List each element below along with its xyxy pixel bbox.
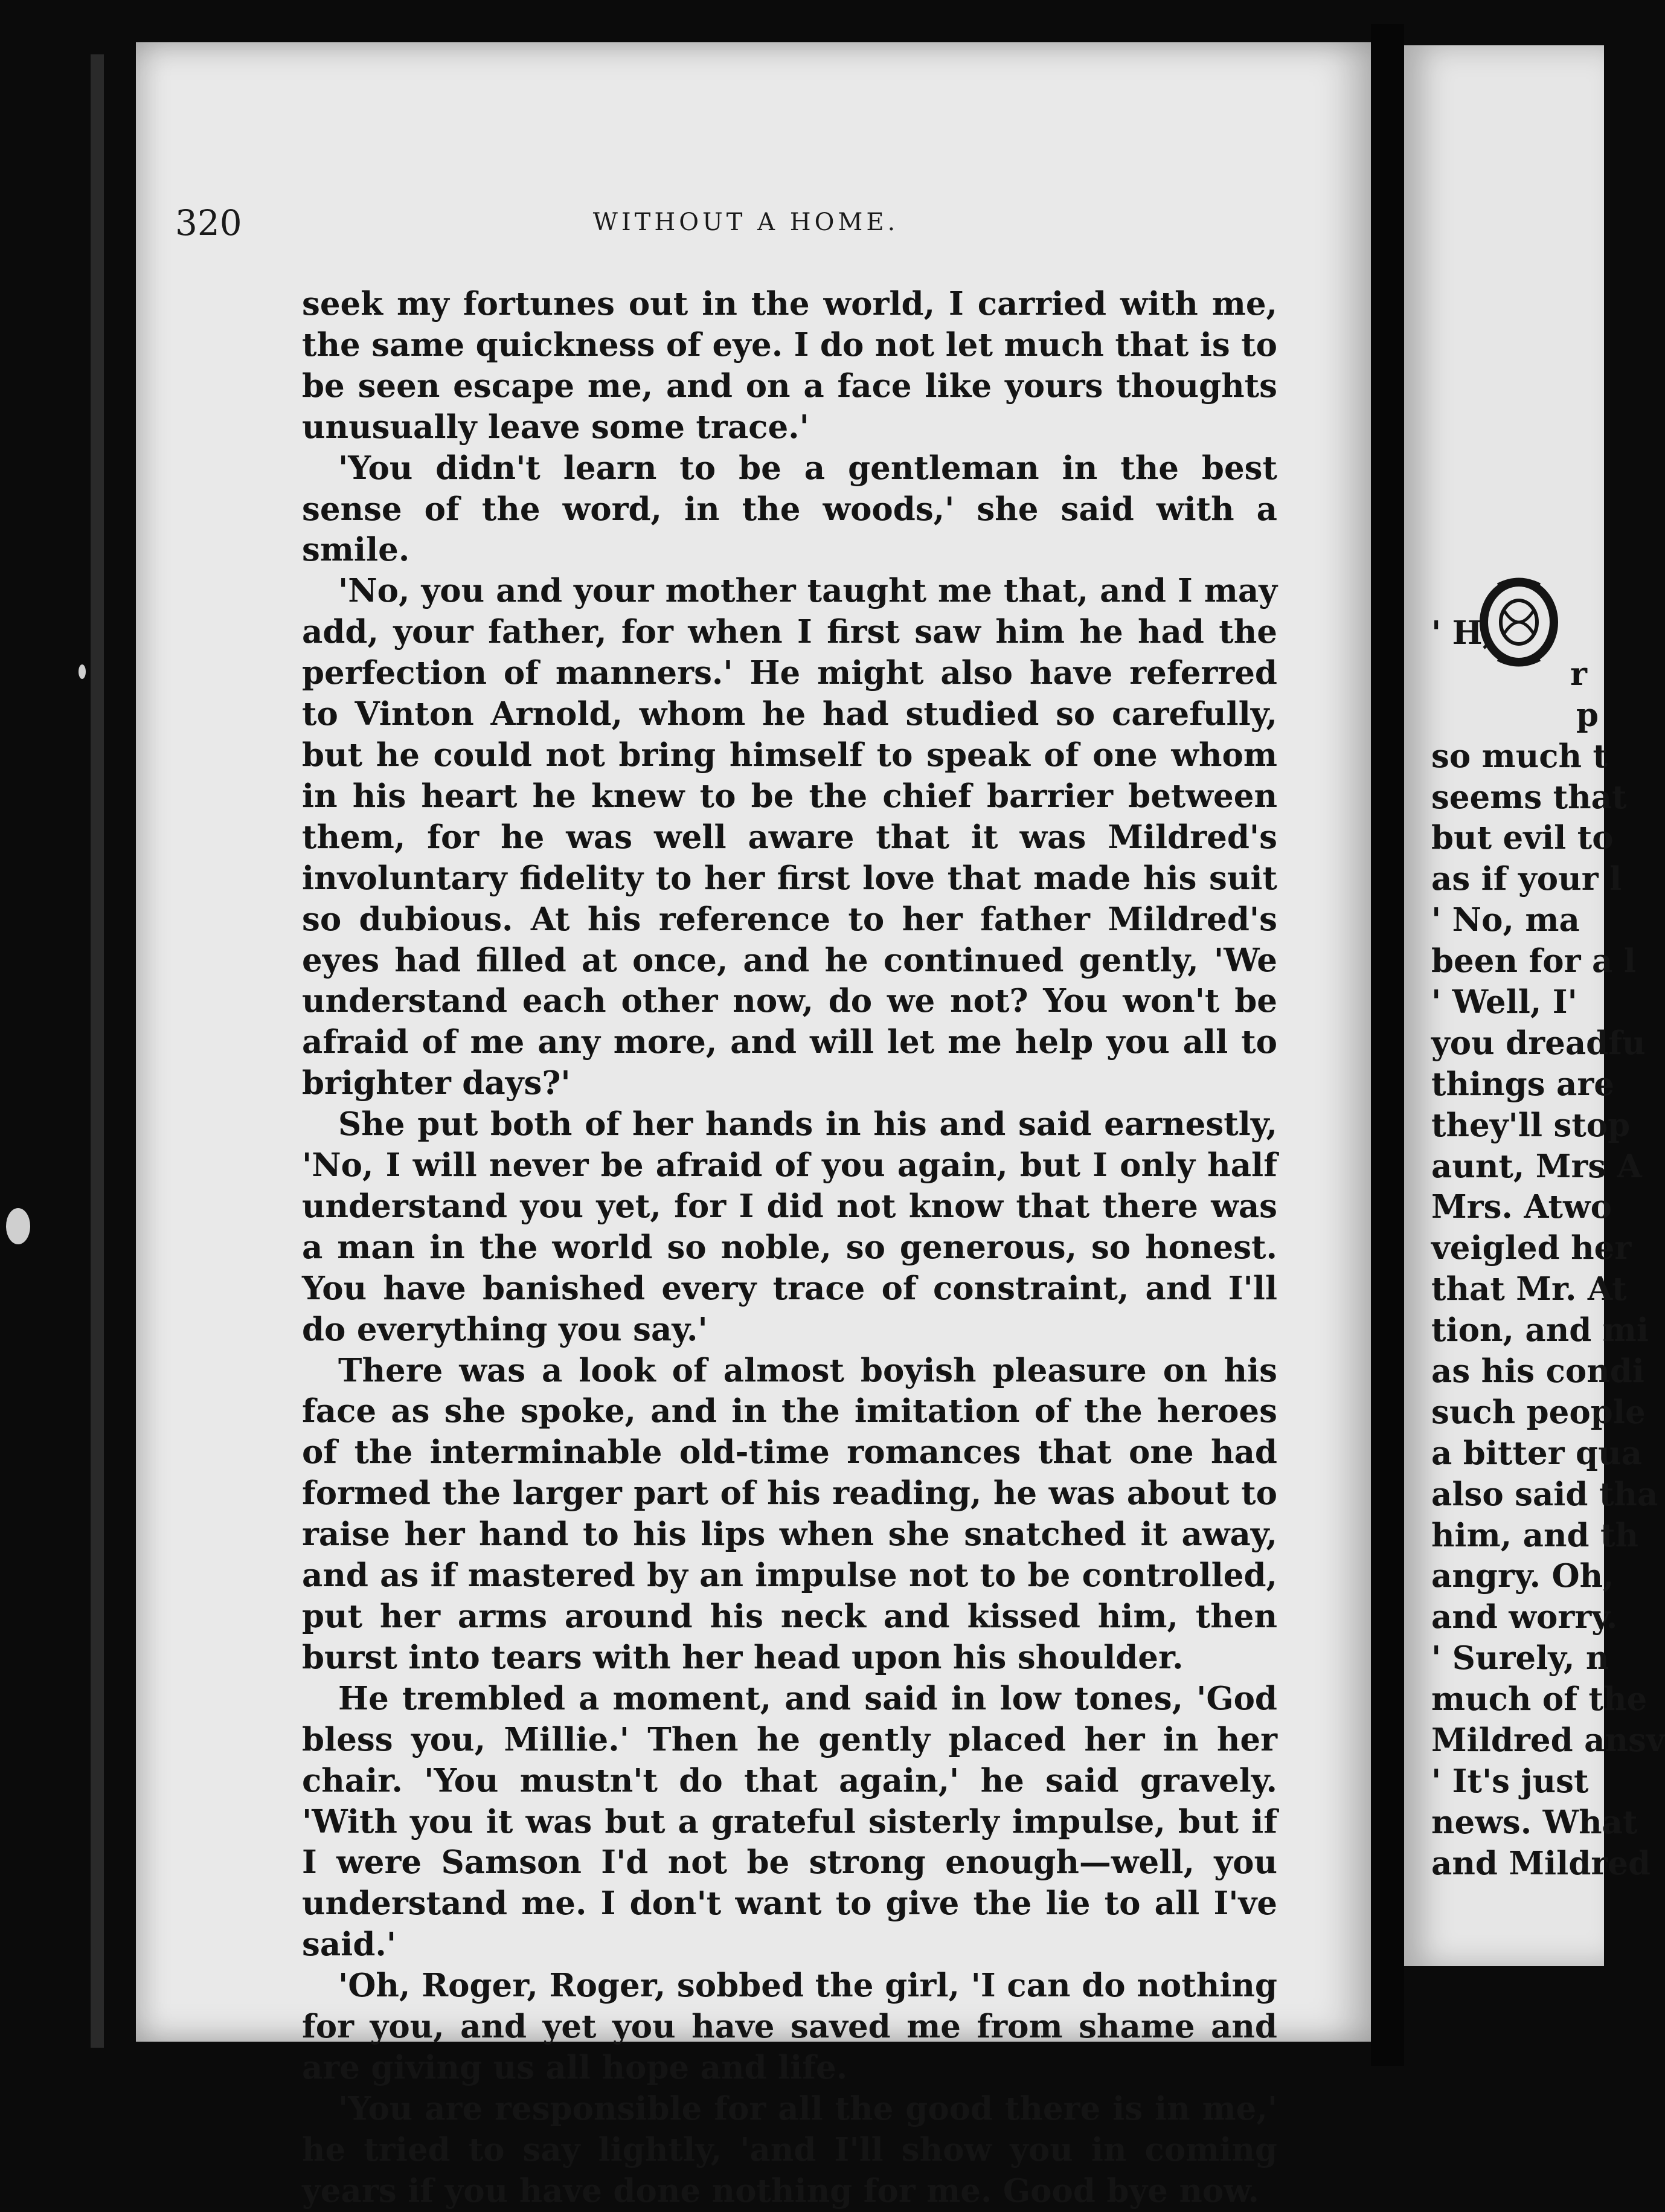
right-page-line: ' No, ma [1431,901,1580,939]
paragraph: There was a look of almost boyish pleasure on his face as she spoke, and in the imitation of the heroes of the interminable old-time romances that one had formed the larger part of his reading, he was about to raise her hand to his lips when she snatched it away, and as if mastered by an impulse not to be controlled, put her arms around his neck and kissed him, then burst into tears with her head upon his shoulder. [302,1351,1277,1676]
paragraph: 'You are responsible for all the good there is in me,' he tried to say lightly, 'and I'll show you in coming years if you have done nothing for me. Good bye now. [302,2089,1277,2210]
right-page-line: you dreadfu [1431,1024,1646,1062]
right-page-line: much of the [1431,1680,1647,1718]
book-left-edge [91,54,104,2048]
right-page-line: news. What [1431,1803,1638,1841]
right-page-line: angry. Oh, [1431,1557,1614,1595]
right-page-line: as his condi [1431,1352,1644,1391]
right-page-line: veigled her [1431,1229,1632,1267]
right-page-line: things are [1431,1065,1615,1103]
paper-speck [79,664,86,679]
right-page-line: seems that [1431,778,1627,816]
decorative-initial-O-icon [1474,574,1564,670]
right-page-line: him, and th [1431,1516,1639,1554]
right-page-line: r [1570,655,1587,693]
right-page-line: so much t [1431,737,1608,775]
right-page-line: and Mildred [1431,1844,1651,1882]
right-page-line: ' Well, I' [1431,983,1577,1021]
right-page-line: and worry. [1431,1598,1618,1636]
right-page-line: such people [1431,1393,1646,1431]
right-page-line: been for a l [1431,942,1636,980]
right-page-line: also said tha [1431,1475,1658,1513]
right-page-line: they'll stop [1431,1106,1631,1144]
paper-speck [6,1208,30,1244]
right-page-line: Mildred ansv [1431,1722,1665,1760]
right-page-line: ' Surely, n [1431,1639,1609,1677]
right-page-text [1431,613,1665,1885]
right-page [1404,45,1665,1966]
right-page-line: but evil to [1431,819,1614,857]
paragraph: 'You didn't learn to be a gentleman in the best sense of the word, in the woods,' she said with a smile. [302,449,1277,569]
right-page-line: ' It's just [1431,1762,1589,1800]
right-page-line: aunt, Mrs A [1431,1147,1642,1185]
page-number: 320 [175,202,242,243]
paragraph: He trembled a moment, and said in low tones, 'God bless you, Millie.' Then he gently placed her in her chair. 'You mustn't do that again,' he said gravely. 'With you it was but a grateful sisterly impulse, but if I were Samson I'd not be strong enough—well, you understand me. I don't want to give the lie to all I've said.' [302,1679,1277,1964]
right-page-line: Mrs. Atwo [1431,1188,1612,1226]
right-page-line: that Mr. At [1431,1270,1627,1308]
right-page-line: tion, and mi [1431,1311,1649,1349]
paragraph: seek my fortunes out in the world, I carried with me, the same quickness of eye. I do not let much that is to be seen escape me, and on a face like yours thoughts unusually leave some trace.' [302,285,1277,446]
paragraph: 'No, you and your mother taught me that, and I may add, your father, for when I first saw him he had the perfection of manners.' He might also have referred to Vinton Arnold, whom he had studied so carefully, but he could not bring himself to speak of one whom in his heart he knew to be the chief barrier between them, for he was well aware that it was Mildred's involuntary fidelity to her first love that made his suit so dubious. At his reference to her father Mildred's eyes had filled at once, and he continued gently, 'We understand each other now, do we not? You won't be afraid of me any more, and will let me help you all to brighter days?' [302,572,1277,1102]
running-title: WITHOUT A HOME. [592,208,899,236]
body-text [302,284,1277,2212]
right-page-line: a bitter qua [1431,1434,1642,1472]
right-page-line: as if your l [1431,860,1622,898]
right-page-line: p [1576,696,1599,734]
right-page-line: ' H, [1431,614,1494,652]
book-gutter [1371,24,1404,2066]
paragraph: 'Oh, Roger, Roger, sobbed the girl, 'I can do nothing for you, and yet you have saved me from shame and are giving us all hope and life. [302,1967,1277,2086]
paragraph: She put both of her hands in his and said earnestly, 'No, I will never be afraid of you again, but I only half understand you yet, for I did not know that there was a man in the world so noble, so generous, so honest. You have banished every trace of constraint, and I'll do everything you say.' [302,1105,1277,1348]
page-header [175,202,1292,245]
